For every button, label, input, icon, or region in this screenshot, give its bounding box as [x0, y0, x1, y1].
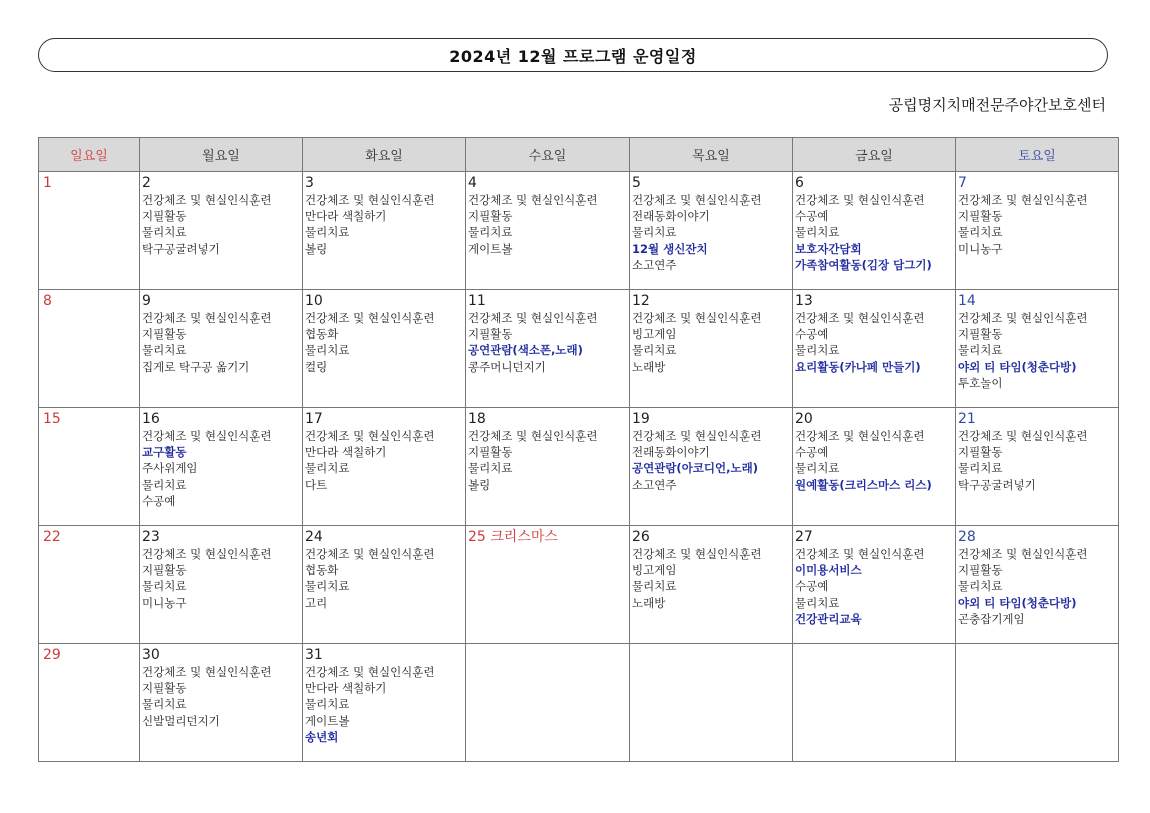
- day-number: 21: [958, 411, 976, 427]
- calendar-table: [38, 137, 1119, 762]
- activity-item: 물리치료: [795, 461, 840, 476]
- day-number: 11: [468, 293, 486, 309]
- special-activity: 야외 티 타임(청춘다방): [958, 595, 1077, 610]
- day-cell: [39, 172, 140, 290]
- activity-item: 고리: [305, 595, 328, 610]
- activity-item: 물리치료: [958, 343, 1003, 358]
- special-activity: 공연관람(아코디언,노래): [632, 461, 758, 476]
- activity-item: 물리치료: [795, 595, 840, 610]
- day-cell: [630, 644, 793, 762]
- special-activity: 원예활동(크리스마스 리스): [795, 477, 932, 492]
- weekday-header-6: 토요일: [956, 138, 1119, 172]
- activity-item: 건강체조 및 현실인식훈련: [795, 311, 925, 325]
- activity-item: 물리치료: [468, 225, 513, 240]
- day-number: 24: [305, 529, 323, 545]
- day-number: 22: [43, 529, 61, 545]
- weekday-header-2: 화요일: [303, 138, 466, 172]
- activity-item: 물리치료: [958, 225, 1003, 240]
- day-number: 17: [305, 411, 323, 427]
- day-cell: [466, 526, 630, 644]
- special-activity: 건강관리교육: [795, 611, 862, 626]
- activity-item: 수공예: [795, 209, 829, 224]
- day-cell: [303, 290, 466, 408]
- activity-item: 수공예: [795, 327, 829, 342]
- special-activity: 교구활동: [142, 445, 187, 460]
- day-cell: [793, 408, 956, 526]
- day-number: 15: [43, 411, 61, 427]
- weekday-header-row: [39, 138, 1119, 172]
- activity-item: 물리치료: [958, 579, 1003, 594]
- activity-item: 주사위게임: [142, 461, 198, 476]
- day-cell: [303, 644, 466, 762]
- activity-item: 물리치료: [632, 343, 677, 358]
- activity-item: 지필활동: [142, 327, 187, 342]
- activity-item: 물리치료: [795, 225, 840, 240]
- week-row: [39, 644, 1119, 762]
- activity-item: 물리치료: [142, 477, 187, 492]
- activity-item: 건강체조 및 현실인식훈련: [468, 429, 598, 443]
- activity-item: 소고연주: [632, 257, 677, 272]
- activity-item: 콩주머니던지기: [468, 359, 546, 374]
- weekday-header-0: 일요일: [39, 138, 140, 172]
- schedule-title-box: [38, 38, 1108, 72]
- weekday-header-3: 수요일: [466, 138, 630, 172]
- day-cell: [630, 526, 793, 644]
- weekday-header-5: 금요일: [793, 138, 956, 172]
- week-row: [39, 408, 1119, 526]
- day-cell: [140, 172, 303, 290]
- activity-item: 건강체조 및 현실인식훈련: [632, 547, 762, 561]
- day-cell: [140, 526, 303, 644]
- day-cell: [140, 408, 303, 526]
- day-number: 23: [142, 529, 160, 545]
- day-cell: [956, 526, 1119, 644]
- activity-item: 건강체조 및 현실인식훈련: [468, 193, 598, 207]
- activity-item: 물리치료: [305, 697, 350, 712]
- activity-item: 물리치료: [305, 225, 350, 240]
- activity-item: 건강체조 및 현실인식훈련: [305, 429, 435, 443]
- activity-item: 건강체조 및 현실인식훈련: [632, 193, 762, 207]
- activity-item: 물리치료: [142, 343, 187, 358]
- activity-item: 집게로 탁구공 옮기기: [142, 359, 250, 374]
- day-number: 26: [632, 529, 650, 545]
- activity-item: 건강체조 및 현실인식훈련: [958, 429, 1088, 443]
- activity-item: 건강체조 및 현실인식훈련: [305, 547, 435, 561]
- day-number: 3: [305, 175, 314, 191]
- day-number: 12: [632, 293, 650, 309]
- activity-item: 빙고게임: [632, 327, 677, 342]
- day-cell: [140, 290, 303, 408]
- day-number: 20: [795, 411, 813, 427]
- activity-item: 건강체조 및 현실인식훈련: [142, 547, 272, 561]
- activity-item: 지필활동: [142, 563, 187, 578]
- activity-item: 지필활동: [958, 209, 1003, 224]
- day-number: 1: [43, 175, 52, 191]
- day-number: 30: [142, 647, 160, 663]
- activity-item: 건강체조 및 현실인식훈련: [795, 193, 925, 207]
- activity-item: 전래동화이야기: [632, 445, 710, 460]
- activity-item: 지필활동: [468, 209, 513, 224]
- day-number: 14: [958, 293, 976, 309]
- day-cell: [303, 408, 466, 526]
- activity-item: 만다라 색칠하기: [305, 681, 387, 696]
- activity-item: 지필활동: [958, 563, 1003, 578]
- activity-item: 건강체조 및 현실인식훈련: [305, 193, 435, 207]
- day-number: 18: [468, 411, 486, 427]
- day-cell: [39, 526, 140, 644]
- activity-item: 투호놀이: [958, 375, 1003, 390]
- activity-item: 탁구공굴려넣기: [958, 477, 1036, 492]
- day-number: 27: [795, 529, 813, 545]
- activity-item: 건강체조 및 현실인식훈련: [142, 193, 272, 207]
- special-activity: 보호자간담회: [795, 241, 862, 256]
- day-number: 31: [305, 647, 323, 663]
- day-number: 28: [958, 529, 976, 545]
- activity-item: 미니농구: [142, 595, 187, 610]
- activity-item: 미니농구: [958, 241, 1003, 256]
- activity-item: 건강체조 및 현실인식훈련: [795, 547, 925, 561]
- activity-item: 협동화: [305, 563, 339, 578]
- week-row: [39, 526, 1119, 644]
- activity-item: 볼링: [468, 477, 491, 492]
- activity-item: 건강체조 및 현실인식훈련: [142, 311, 272, 325]
- day-number: 5: [632, 175, 641, 191]
- activity-item: 빙고게임: [632, 563, 677, 578]
- activity-item: 지필활동: [468, 327, 513, 342]
- day-cell: [630, 172, 793, 290]
- activity-item: 지필활동: [958, 445, 1003, 460]
- activity-item: 볼링: [305, 241, 328, 256]
- day-number: 13: [795, 293, 813, 309]
- activity-item: 물리치료: [632, 579, 677, 594]
- day-number: 9: [142, 293, 151, 309]
- activity-item: 소고연주: [632, 477, 677, 492]
- activity-item: 건강체조 및 현실인식훈련: [305, 311, 435, 325]
- activity-item: 물리치료: [305, 579, 350, 594]
- activity-item: 지필활동: [468, 445, 513, 460]
- day-number: 19: [632, 411, 650, 427]
- weekday-header-1: 월요일: [140, 138, 303, 172]
- day-cell: [466, 172, 630, 290]
- day-number: 2: [142, 175, 151, 191]
- activity-item: 지필활동: [142, 681, 187, 696]
- activity-item: 건강체조 및 현실인식훈련: [958, 547, 1088, 561]
- day-cell: [956, 290, 1119, 408]
- special-activity: 이미용서비스: [795, 563, 862, 578]
- activity-item: 게이트볼: [305, 713, 350, 728]
- activity-item: 탁구공굴려넣기: [142, 241, 220, 256]
- special-activity: 공연관람(색소폰,노래): [468, 343, 583, 358]
- activity-item: 신발멀리던지기: [142, 713, 220, 728]
- day-number: 6: [795, 175, 804, 191]
- activity-item: 물리치료: [468, 461, 513, 476]
- day-cell: [956, 644, 1119, 762]
- activity-item: 지필활동: [142, 209, 187, 224]
- activity-item: 노래방: [632, 595, 666, 610]
- activity-item: 컬링: [305, 359, 328, 374]
- activity-item: 게이트볼: [468, 241, 513, 256]
- day-number: 10: [305, 293, 323, 309]
- day-number: 25 크리스마스: [468, 529, 558, 545]
- weekday-header-4: 목요일: [630, 138, 793, 172]
- activity-item: 물리치료: [305, 343, 350, 358]
- activity-item: 건강체조 및 현실인식훈련: [142, 665, 272, 679]
- day-number: 29: [43, 647, 61, 663]
- day-cell: [956, 408, 1119, 526]
- day-number: 7: [958, 175, 967, 191]
- day-cell: [140, 644, 303, 762]
- special-activity: 송년회: [305, 729, 339, 744]
- activity-item: 건강체조 및 현실인식훈련: [632, 429, 762, 443]
- week-row: [39, 290, 1119, 408]
- activity-item: 물리치료: [305, 461, 350, 476]
- day-number: 8: [43, 293, 52, 309]
- activity-item: 지필활동: [958, 327, 1003, 342]
- activity-item: 건강체조 및 현실인식훈련: [305, 665, 435, 679]
- day-cell: [793, 290, 956, 408]
- activity-item: 수공예: [795, 445, 829, 460]
- activity-item: 수공예: [795, 579, 829, 594]
- activity-item: 물리치료: [142, 697, 187, 712]
- activity-item: 전래동화이야기: [632, 209, 710, 224]
- activity-item: 건강체조 및 현실인식훈련: [958, 311, 1088, 325]
- activity-item: 만다라 색칠하기: [305, 445, 387, 460]
- activity-item: 다트: [305, 477, 328, 492]
- activity-item: 건강체조 및 현실인식훈련: [958, 193, 1088, 207]
- activity-item: 노래방: [632, 359, 666, 374]
- day-cell: [39, 290, 140, 408]
- day-cell: [39, 408, 140, 526]
- activity-item: 물리치료: [958, 461, 1003, 476]
- page-title: 2024년 12월 프로그램 운영일정: [449, 46, 697, 66]
- day-cell: [793, 644, 956, 762]
- day-number: 16: [142, 411, 160, 427]
- activity-item: 만다라 색칠하기: [305, 209, 387, 224]
- day-cell: [793, 526, 956, 644]
- day-cell: [466, 408, 630, 526]
- day-cell: [630, 408, 793, 526]
- day-number: 4: [468, 175, 477, 191]
- day-cell: [303, 526, 466, 644]
- activity-item: 건강체조 및 현실인식훈련: [142, 429, 272, 443]
- activity-item: 물리치료: [142, 225, 187, 240]
- day-cell: [630, 290, 793, 408]
- activity-item: 물리치료: [795, 343, 840, 358]
- day-cell: [956, 172, 1119, 290]
- activity-item: 건강체조 및 현실인식훈련: [795, 429, 925, 443]
- day-cell: [466, 290, 630, 408]
- day-cell: [466, 644, 630, 762]
- calendar-body: [39, 172, 1119, 762]
- activity-item: 곤충잡기게임: [958, 611, 1025, 626]
- activity-item: 건강체조 및 현실인식훈련: [632, 311, 762, 325]
- organization-name: 공립명지치매전문주야간보호센터: [888, 96, 1106, 114]
- activity-item: 물리치료: [632, 225, 677, 240]
- special-activity: 12월 생신잔치: [632, 241, 708, 256]
- activity-item: 수공예: [142, 493, 176, 508]
- special-activity: 요리활동(카나페 만들기): [795, 359, 921, 374]
- special-activity: 가족참여활동(김장 담그기): [795, 257, 932, 272]
- special-activity: 야외 티 타임(청춘다방): [958, 359, 1077, 374]
- week-row: [39, 172, 1119, 290]
- activity-item: 건강체조 및 현실인식훈련: [468, 311, 598, 325]
- activity-item: 협동화: [305, 327, 339, 342]
- day-cell: [793, 172, 956, 290]
- day-cell: [303, 172, 466, 290]
- day-cell: [39, 644, 140, 762]
- activity-item: 물리치료: [142, 579, 187, 594]
